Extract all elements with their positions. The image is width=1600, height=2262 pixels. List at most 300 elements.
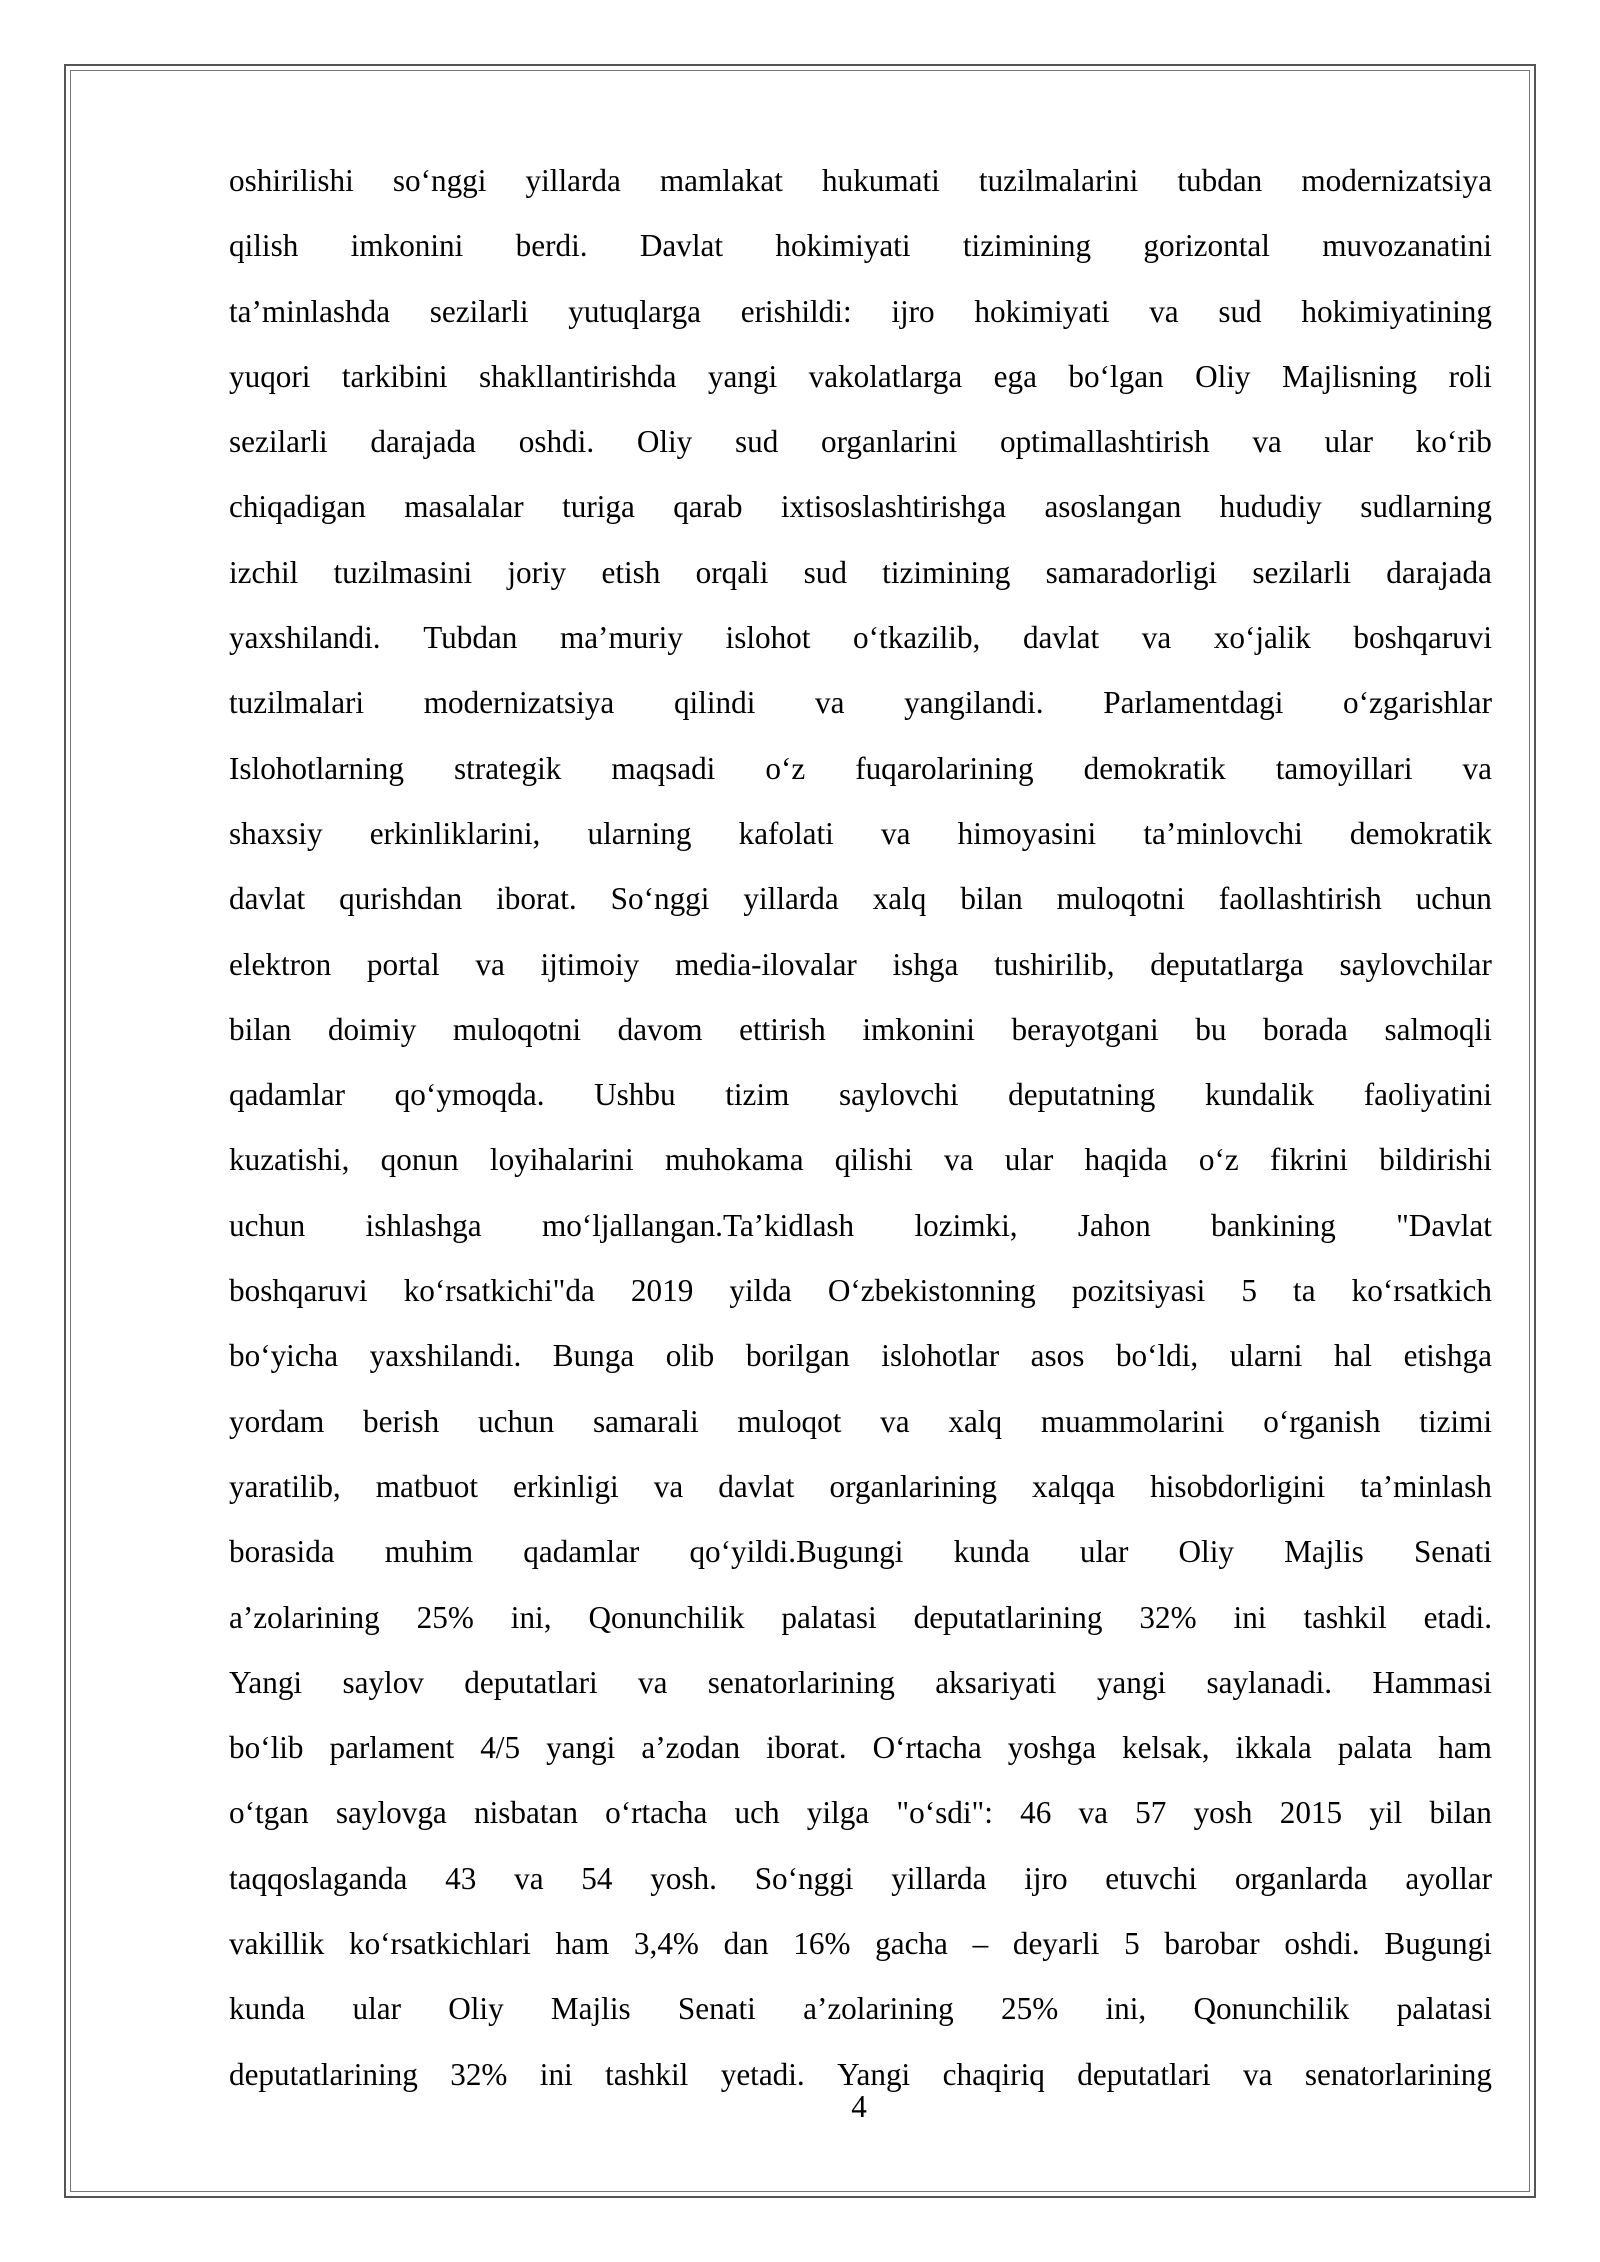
word: erkinliklarini,: [369, 815, 541, 851]
word: yil: [1369, 1795, 1403, 1831]
word: qonun: [380, 1142, 459, 1178]
word: qilish: [229, 228, 299, 264]
word: saylovga: [335, 1795, 447, 1831]
word: Islohotlarning: [229, 750, 404, 786]
text-line: [229, 1585, 1492, 1650]
word: Tubdan: [423, 620, 518, 656]
word: O‘rtacha: [872, 1730, 982, 1766]
word: pozitsiyasi: [1071, 1273, 1206, 1309]
word: sezilarli: [429, 293, 529, 329]
word: davlat: [718, 1468, 795, 1504]
word: sudlarning: [1360, 489, 1492, 525]
word: mamlakat: [659, 163, 783, 198]
text-line: [229, 1780, 1492, 1845]
word: So‘nggi: [610, 881, 710, 917]
text-line: [229, 1715, 1492, 1780]
word: "Davlat: [1396, 1207, 1492, 1243]
word: chaqiriq: [942, 2056, 1045, 2092]
word: deputatlarining: [913, 1599, 1103, 1635]
word: parlament: [329, 1730, 455, 1766]
word: muhim: [384, 1534, 474, 1570]
word: o‘tkazilib,: [853, 620, 981, 656]
word: 5: [1241, 1273, 1257, 1309]
word: bo‘lgan: [1068, 358, 1164, 394]
word: 46: [1020, 1795, 1052, 1831]
word: tuzilmalari: [229, 685, 365, 721]
word: elektron: [229, 946, 332, 982]
word: aksariyati: [935, 1664, 1057, 1700]
word: hokimiyati: [974, 293, 1110, 329]
word: hokimiyati: [775, 228, 911, 264]
text-line: [229, 279, 1492, 344]
word: 43: [445, 1860, 477, 1896]
word: uchun: [229, 1207, 306, 1243]
word: –: [972, 1926, 989, 1962]
word: saylanadi.: [1206, 1664, 1333, 1700]
word: "o‘sdi":: [896, 1795, 993, 1831]
word: hal: [1333, 1338, 1373, 1374]
word: ular: [1079, 1534, 1129, 1570]
word: tubdan: [1177, 163, 1263, 198]
word: sud: [1218, 293, 1262, 329]
word: yangilandi.: [904, 685, 1044, 721]
word: ham: [555, 1926, 610, 1962]
word: yordam: [229, 1403, 325, 1439]
word: ular: [352, 1991, 401, 2027]
word: 5: [1124, 1926, 1140, 1962]
word: doimiy: [327, 1011, 417, 1047]
word: 54: [581, 1860, 613, 1896]
word: turiga: [562, 489, 635, 525]
word: va: [1462, 750, 1492, 786]
word: borasida: [229, 1534, 335, 1570]
word: muloqotni: [1056, 881, 1185, 917]
text-line: [229, 1519, 1492, 1584]
word: va: [1243, 2056, 1273, 2092]
word: yangi: [546, 1730, 616, 1766]
word: boshqaruvi: [1353, 620, 1492, 656]
word: muvozanatini: [1322, 228, 1492, 264]
word: deputatlari: [464, 1664, 598, 1700]
word: qadamlar: [523, 1534, 640, 1570]
word: berayotgani: [1011, 1011, 1159, 1047]
word: Majlis: [550, 1991, 631, 2027]
text-line: [229, 1323, 1492, 1388]
word: ixtisoslashtirishga: [780, 489, 1007, 525]
text-line: [229, 736, 1492, 801]
word: muhokama: [664, 1142, 804, 1178]
word: shakllantirishda: [478, 358, 677, 394]
word: palata: [1337, 1730, 1413, 1766]
word: ham: [1438, 1730, 1492, 1766]
word: fikrini: [1270, 1142, 1348, 1178]
word: samarali: [593, 1403, 699, 1439]
word: qarab: [673, 489, 743, 525]
word: va: [1149, 293, 1179, 329]
word: vakolatlarga: [808, 358, 963, 394]
word: Jahon: [1077, 1207, 1151, 1243]
word: etishga: [1403, 1338, 1492, 1374]
text-line: [229, 1846, 1492, 1911]
text-line: [229, 1650, 1492, 1715]
word: bu: [1195, 1011, 1227, 1047]
word: muammolarini: [1040, 1403, 1225, 1439]
word: o‘rtacha: [605, 1795, 708, 1831]
word: va: [637, 1664, 668, 1700]
word: yosh: [1193, 1795, 1253, 1831]
word: uch: [734, 1795, 780, 1831]
word: va: [1141, 620, 1172, 656]
word: ko‘rsatkich: [1351, 1273, 1492, 1309]
text-line: [229, 148, 1492, 213]
word: o‘tgan: [229, 1795, 309, 1831]
text-line: [229, 474, 1492, 539]
word: bo‘yicha: [229, 1338, 339, 1374]
word: tamoyillari: [1275, 750, 1413, 786]
word: ularni: [1229, 1338, 1303, 1374]
word: tarkibini: [341, 358, 448, 394]
word: oshirilishi: [229, 163, 354, 198]
word: yutuqlarga: [568, 293, 702, 329]
word: media-ilovalar: [674, 946, 857, 982]
word: yangi: [707, 358, 778, 394]
text-line: [229, 670, 1492, 735]
word: izchil: [229, 554, 299, 590]
word: qo‘ymoqda.: [394, 1077, 545, 1113]
word: dan: [723, 1926, 769, 1962]
word: ishga: [892, 946, 959, 982]
word: va: [815, 685, 845, 721]
word: 4/5: [480, 1730, 521, 1766]
text-line: [229, 932, 1492, 997]
text-line: [229, 213, 1492, 278]
word: borilgan: [745, 1338, 850, 1374]
word: iborat.: [496, 881, 577, 917]
word: Yangi: [229, 1664, 303, 1700]
word: sezilarli: [1252, 554, 1352, 590]
word: ular: [1324, 424, 1373, 460]
word: va: [514, 1860, 544, 1896]
word: yillarda: [525, 163, 621, 198]
word: sezilarli: [229, 424, 328, 460]
word: matbuot: [375, 1468, 478, 1504]
word: ta’minlash: [1360, 1468, 1492, 1504]
word: va: [944, 1142, 974, 1178]
word: ayollar: [1405, 1860, 1492, 1896]
word: 32%: [1139, 1599, 1197, 1635]
word: strategik: [454, 750, 562, 786]
text-line: [229, 801, 1492, 866]
word: 2015: [1279, 1795, 1343, 1831]
text-line: [229, 1389, 1492, 1454]
word: Majlisning: [1281, 358, 1418, 394]
word: yoshga: [1007, 1730, 1097, 1766]
word: ularning: [587, 815, 692, 851]
word: so‘nggi: [392, 163, 487, 198]
word: So‘nggi: [754, 1860, 854, 1896]
word: tizimining: [882, 554, 1011, 590]
word: Davlat: [639, 228, 724, 264]
word: hukumati: [822, 163, 940, 198]
word: ini,: [510, 1599, 552, 1635]
word: va: [880, 1403, 910, 1439]
word: kafolati: [738, 815, 834, 851]
word: islohotlar: [881, 1338, 1000, 1374]
word: imkonini: [862, 1011, 975, 1047]
word: gacha: [875, 1926, 948, 1962]
word: darajada: [1386, 554, 1492, 590]
word: qilindi: [673, 685, 756, 721]
word: erishildi:: [740, 293, 852, 329]
word: mo‘ljallangan.Ta’kidlash: [541, 1207, 855, 1243]
word: tizimining: [962, 228, 1092, 264]
word: faollashtirish: [1218, 881, 1382, 917]
word: gorizontal: [1143, 228, 1270, 264]
word: himoyasini: [957, 815, 1097, 851]
text-line: [229, 540, 1492, 605]
word: Yangi: [837, 2056, 911, 2092]
word: organlarini: [821, 424, 958, 460]
word: 16%: [793, 1926, 851, 1962]
word: Qonunchilik: [1193, 1991, 1350, 2027]
word: a’zolarining: [803, 1991, 954, 2027]
word: ini: [539, 2056, 573, 2092]
text-line: [229, 1976, 1492, 2041]
word: hokimiyatining: [1301, 293, 1492, 329]
text-line: [229, 1911, 1492, 1976]
word: Ushbu: [594, 1077, 676, 1113]
word: borada: [1263, 1011, 1348, 1047]
word: barobar: [1164, 1926, 1260, 1962]
word: ta’minlashda: [229, 293, 391, 329]
word: xalqqa: [1031, 1468, 1116, 1504]
word: tizim: [725, 1077, 790, 1113]
word: sud: [734, 424, 779, 460]
word: ta: [1293, 1273, 1316, 1309]
word: va: [1078, 1795, 1108, 1831]
word: yosh.: [650, 1860, 717, 1896]
word: modernizatsiya: [1301, 163, 1492, 198]
word: asos: [1030, 1338, 1085, 1374]
word: ini,: [1105, 1991, 1147, 2027]
word: yaxshilandi.: [369, 1338, 522, 1374]
word: oshdi.: [518, 424, 595, 460]
word: o‘zgarishlar: [1343, 685, 1492, 721]
word: salmoqli: [1384, 1011, 1492, 1047]
word: yilda: [729, 1273, 792, 1309]
word: masalalar: [404, 489, 524, 525]
word: kelsak,: [1122, 1730, 1210, 1766]
word: va: [881, 815, 911, 851]
word: Hammasi: [1372, 1664, 1492, 1700]
word: orqali: [695, 554, 769, 590]
word: organlarda: [1234, 1860, 1368, 1896]
word: saylov: [342, 1664, 424, 1700]
word: Oliy: [1195, 358, 1251, 394]
word: 25%: [416, 1599, 474, 1635]
word: yillarda: [891, 1860, 987, 1896]
word: shaxsiy: [229, 815, 323, 851]
word: 3,4%: [633, 1926, 699, 1962]
word: oshdi.: [1284, 1926, 1360, 1962]
word: modernizatsiya: [423, 685, 615, 721]
word: qilishi: [834, 1142, 913, 1178]
word: etish: [601, 554, 661, 590]
word: roli: [1448, 358, 1492, 394]
word: darajada: [370, 424, 477, 460]
word: yangi: [1096, 1664, 1167, 1700]
word: bo‘lib: [229, 1730, 304, 1766]
word: ijtimoiy: [540, 946, 640, 982]
word: etadi.: [1423, 1599, 1492, 1635]
word: demokratik: [1083, 750, 1226, 786]
word: tuzilmasini: [333, 554, 473, 590]
word: asoslangan: [1044, 489, 1182, 525]
word: nisbatan: [474, 1795, 578, 1831]
word: Oliy: [448, 1991, 504, 2027]
word: Senati: [1413, 1534, 1492, 1570]
word: qurishdan: [339, 881, 463, 917]
word: Oliy: [636, 424, 693, 460]
word: vakillik: [229, 1926, 325, 1962]
word: ikkala: [1235, 1730, 1312, 1766]
word: ko‘rsatkichlari: [348, 1926, 531, 1962]
word: deputatlari: [1077, 2056, 1211, 2092]
word: demokratik: [1349, 815, 1492, 851]
word: yilga: [806, 1795, 870, 1831]
word: Bugungi: [1384, 1926, 1492, 1962]
word: bankining: [1211, 1207, 1336, 1243]
word: 25%: [1001, 1991, 1059, 2027]
word: hisobdorligini: [1150, 1468, 1326, 1504]
word: lozimki,: [914, 1207, 1018, 1243]
word: ijro: [1024, 1860, 1068, 1896]
word: chiqadigan: [229, 489, 366, 525]
word: deputatlarining: [229, 2056, 418, 2092]
word: ma’muriy: [559, 620, 683, 656]
word: joriy: [507, 554, 567, 590]
word: palatasi: [1396, 1991, 1492, 2027]
word: xalq: [872, 881, 927, 917]
word: deputatlarga: [1150, 946, 1304, 982]
word: tushirilib,: [994, 946, 1115, 982]
word: a’zolarining: [229, 1599, 380, 1635]
word: yaxshilandi.: [229, 620, 381, 656]
word: berdi.: [515, 228, 588, 264]
word: tashkil: [605, 2056, 689, 2092]
word: saylovchilar: [1339, 946, 1492, 982]
word: Senati: [677, 1991, 756, 2027]
word: yillarda: [743, 881, 839, 917]
word: etuvchi: [1105, 1860, 1198, 1896]
word: taqqoslaganda: [229, 1860, 408, 1896]
word: bilan: [960, 881, 1023, 917]
word: islohot: [725, 620, 811, 656]
word: ettirish: [739, 1011, 826, 1047]
word: qadamlar: [229, 1077, 346, 1113]
word: tuzilmalarini: [978, 163, 1139, 198]
word: va: [475, 946, 505, 982]
word: tizimi: [1419, 1403, 1492, 1439]
word: sud: [803, 554, 847, 590]
word: 57: [1135, 1795, 1167, 1831]
word: kuzatishi,: [229, 1142, 350, 1178]
word: boshqaruvi: [229, 1273, 368, 1309]
word: uchun: [478, 1403, 555, 1439]
word: ishlashga: [365, 1207, 482, 1243]
word: O‘zbekistonning: [827, 1273, 1036, 1309]
text-line: [229, 344, 1492, 409]
word: organlarining: [829, 1468, 997, 1504]
word: iborat.: [766, 1730, 847, 1766]
word: loyihalarini: [489, 1142, 634, 1178]
word: o‘rganish: [1263, 1403, 1381, 1439]
word: ini: [1233, 1599, 1267, 1635]
word: 2019: [630, 1273, 694, 1309]
word: muloqotni: [452, 1011, 582, 1047]
word: bildirishi: [1379, 1142, 1492, 1178]
word: faoliyatini: [1363, 1077, 1492, 1113]
word: yetadi.: [720, 2056, 805, 2092]
word: imkonini: [350, 228, 464, 264]
word: deputatning: [1008, 1077, 1156, 1113]
word: senatorlarining: [707, 1664, 895, 1700]
word: bilan: [1429, 1795, 1492, 1831]
page-number: 4: [851, 2089, 867, 2124]
word: 32%: [450, 2056, 508, 2092]
text-line: [229, 1127, 1492, 1192]
word: muloqot: [737, 1403, 842, 1439]
word: a’zodan: [641, 1730, 741, 1766]
word: ko‘rib: [1415, 424, 1492, 460]
text-line: [229, 1062, 1492, 1127]
word: deyarli: [1012, 1926, 1100, 1962]
word: ta’minlovchi: [1143, 815, 1303, 851]
word: o‘z: [765, 750, 806, 786]
word: ko‘rsatkichi"da: [403, 1273, 595, 1309]
word: kunda: [953, 1534, 1030, 1570]
text-line: [229, 1454, 1492, 1519]
word: Oliy: [1178, 1534, 1234, 1570]
text-line: [229, 1258, 1492, 1323]
text-line: [229, 605, 1492, 670]
word: hududiy: [1219, 489, 1322, 525]
text-line: [229, 409, 1492, 474]
word: uchun: [1415, 881, 1492, 917]
word: optimallashtirish: [999, 424, 1210, 460]
word: haqida: [1084, 1142, 1168, 1178]
word: portal: [366, 946, 440, 982]
word: maqsadi: [611, 750, 716, 786]
word: davlat: [229, 881, 306, 917]
word: erkinligi: [513, 1468, 619, 1504]
word: yaratilib,: [229, 1468, 341, 1504]
text-line: [229, 997, 1492, 1062]
word: davom: [617, 1011, 703, 1047]
word: Qonunchilik: [588, 1599, 745, 1635]
word: kunda: [229, 1991, 306, 2027]
word: senatorlarining: [1304, 2056, 1492, 2092]
text-line: [229, 1193, 1492, 1258]
word: va: [653, 1468, 684, 1504]
word: ular: [1004, 1142, 1054, 1178]
word: tashkil: [1303, 1599, 1387, 1635]
word: yuqori: [229, 358, 311, 394]
word: ijro: [891, 293, 935, 329]
word: qo‘yildi.Bugungi: [689, 1534, 904, 1570]
word: Bunga: [552, 1338, 635, 1374]
word: bo‘ldi,: [1115, 1338, 1199, 1374]
